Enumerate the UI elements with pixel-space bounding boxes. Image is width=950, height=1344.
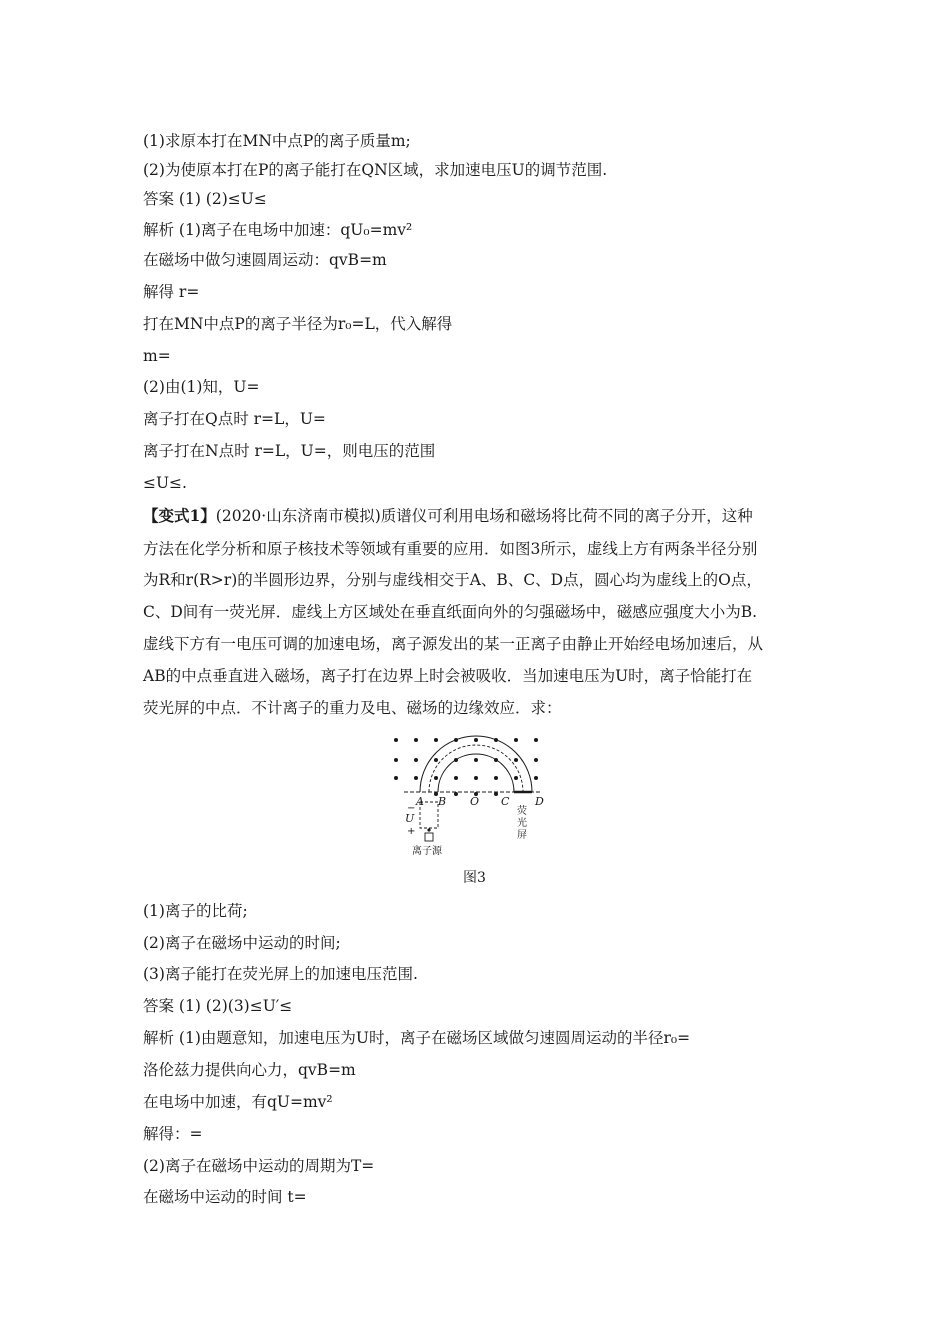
solution-line: 打在MN中点P的离子半径为r₀=L，代入解得 — [143, 315, 453, 333]
label-screen-1: 荧 — [517, 806, 527, 817]
answer-line: 答案 (1) (2)≤U≤ — [143, 190, 267, 208]
problem-line: AB的中点垂直进入磁场，离子打在边界上时会被吸收．当加速电压为U时，离子恰能打在 — [143, 667, 753, 685]
solution-line: 解析 (1)离子在电场中加速：qU₀=mv² — [143, 221, 413, 239]
figure-caption: 图3 — [463, 870, 486, 886]
variant-label: 【变式1】 — [143, 506, 216, 525]
label-ion-source: 离子源 — [412, 846, 442, 857]
solution-line: 离子打在N点时 r=L，U=，则电压的范围 — [143, 442, 436, 460]
ion-path-arc — [429, 745, 523, 792]
solution-line: 在磁场中做匀速圆周运动：qvB=m — [143, 251, 387, 269]
problem-line: 荧光屏的中点．不计离子的重力及电、磁场的边缘效应．求： — [143, 699, 562, 717]
label-C: C — [501, 795, 510, 808]
ion-source-point — [427, 828, 430, 831]
outer-boundary-arc — [420, 736, 532, 792]
solution-line: 解析 (1)由题意知，加速电压为U时，离子在磁场区域做匀速圆周运动的半径r₀= — [143, 1029, 691, 1047]
solution-line: 洛伦兹力提供向心力，qvB=m — [143, 1061, 356, 1079]
ion-source-box — [425, 833, 433, 841]
magnetic-field-dots — [394, 738, 538, 796]
label-A: A — [416, 795, 424, 808]
question-part-3: (3)离子能打在荧光屏上的加速电压范围. — [143, 965, 418, 983]
solution-line: ≤U≤. — [143, 474, 187, 492]
question-part-1: (1)求原本打在MN中点P的离子质量m; — [143, 132, 411, 150]
problem-line: 方法在化学分析和原子核技术等领域有重要的应用．如图3所示，虚线上方有两条半径分别 — [143, 540, 758, 558]
solution-line: (2)离子在磁场中运动的周期为T= — [143, 1157, 375, 1175]
variant-problem-line — [143, 506, 823, 526]
problem-line: 为R和r(R>r)的半圆形边界，分别与虚线相交于A、B、C、D点，圆心均为虚线上的O点， — [143, 571, 762, 589]
answer-line: 答案 (1) (2)(3)≤U′≤ — [143, 997, 293, 1015]
solution-line: 离子打在Q点时 r=L，U= — [143, 410, 326, 428]
question-part-2: (2)为使原本打在P的离子能打在QN区域，求加速电压U的调节范围. — [143, 161, 608, 179]
solution-line: m= — [143, 347, 171, 365]
solution-line: 在磁场中运动的时间 t= — [143, 1188, 307, 1206]
label-B: B — [438, 795, 447, 808]
mass-spectrometer-figure — [390, 730, 560, 860]
solution-line: (2)由(1)知，U= — [143, 378, 260, 396]
label-U: U — [405, 812, 415, 825]
label-minus: − — [407, 803, 416, 814]
problem-line: C、D间有一荧光屏．虚线上方区域处在垂直纸面向外的匀强磁场中，磁感应强度大小为B. — [143, 603, 758, 621]
question-part-1: (1)离子的比荷; — [143, 902, 248, 920]
question-part-2: (2)离子在磁场中运动的时间; — [143, 934, 341, 952]
label-D: D — [535, 795, 544, 808]
solution-line: 解得 r= — [143, 283, 200, 301]
label-screen-2: 光 — [517, 818, 527, 829]
solution-line: 在电场中加速，有qU=mv² — [143, 1093, 333, 1111]
label-plus: + — [407, 826, 416, 837]
solution-line: 解得：= — [143, 1125, 203, 1143]
label-screen-3: 屏 — [517, 830, 527, 841]
variant-text: (2020·山东济南市模拟)质谱仪可利用电场和磁场将比荷不同的离子分开，这种 — [215, 507, 753, 525]
problem-line: 虚线下方有一电压可调的加速电场，离子源发出的某一正离子由静止开始经电场加速后，从 — [143, 635, 764, 653]
label-O: O — [470, 795, 480, 808]
